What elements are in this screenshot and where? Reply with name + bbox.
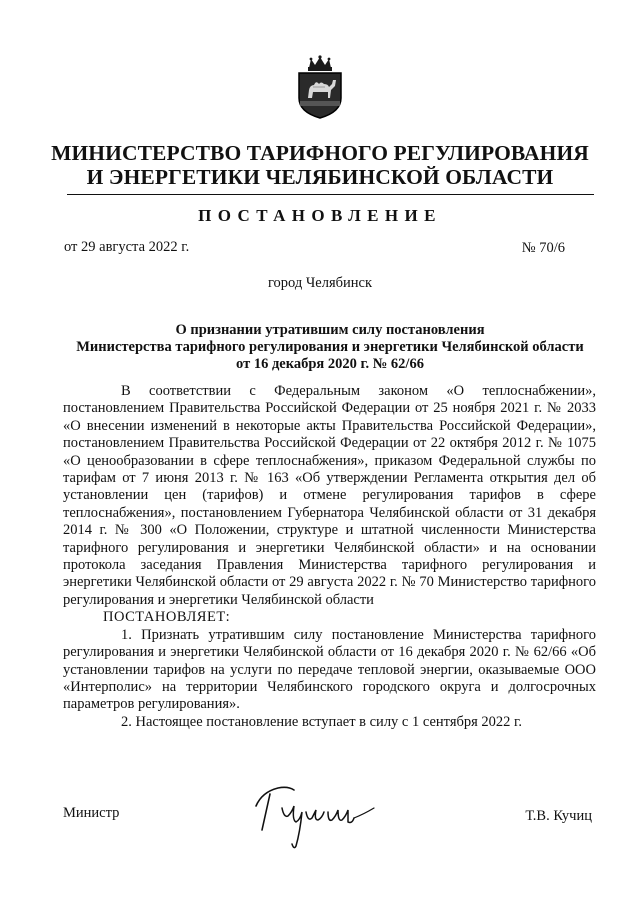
subject-line: от 16 декабря 2020 г. № 62/66 <box>236 356 424 372</box>
resolves-heading: ПОСТАНОВЛЯЕТ: <box>103 609 231 626</box>
document-type-title: ПОСТАНОВЛЕНИЕ <box>198 206 442 225</box>
handwritten-signature <box>248 772 388 852</box>
subject-line: Министерства тарифного регулирования и энергетики Челябинской области <box>76 339 584 355</box>
document-city: город Челябинск <box>267 275 373 291</box>
ministry-name-line1: МИНИСТЕРСТВО ТАРИФНОГО РЕГУЛИРОВАНИЯ <box>51 141 589 165</box>
resolution-item-1: 1. Признать утратившим силу постановление Министерства тарифного регулирования и энергетики Челябинской области от 16 декабря 2020 г. № 62/66 «Об установлении тарифов на услуги по передаче тепловой энергии, оказываемые ООО «Интерполис» на территории Челябинского городского округа и долгосрочных параметров регулирования». <box>63 626 596 713</box>
document-number: № 70/6 <box>521 240 565 256</box>
document-subject <box>60 322 600 373</box>
header-divider <box>67 194 594 195</box>
coat-of-arms-icon <box>295 54 345 120</box>
document-date: от 29 августа 2022 г. <box>64 239 190 255</box>
document-body <box>63 383 596 731</box>
signatory-name: Т.В. Кучиц <box>525 808 592 824</box>
signatory-title: Министр <box>63 805 120 821</box>
subject-line: О признании утратившим силу постановления <box>175 322 485 338</box>
resolution-item-2: 2. Настоящее постановление вступает в силу с 1 сентября 2022 г. <box>121 713 522 730</box>
ministry-name-line2: И ЭНЕРГЕТИКИ ЧЕЛЯБИНСКОЙ ОБЛАСТИ <box>86 165 554 189</box>
preamble-paragraph: В соответствии с Федеральным законом «О теплоснабжении», постановлением Правительства Российской Федерации от 25 ноября 2021 г. № 2033 «О внесении изменений в некоторые акты Правительства Российской Федерации», постановлением Правительства Российской Федерации от 22 октября 2012 г. № 1075 «О ценообразовании в сфере теплоснабжения», приказом Федеральной службы по тарифам от 7 июня 2013 г. № 163 «Об утверждении Регламента открытия дел об установлении цен (тарифов) и отмене регулирования тарифов в сфере теплоснабжения», постановлением Губернатора Челябинской области от 31 декабря 2014 г. № 300 «О Положении, структуре и штатной численности Министерства тарифного регулирования и энергетики Челябинской области» и на основании протокола заседания Правления Министерства тарифного регулирования и энергетики Челябинской области от 29 августа 2022 г. № 70 Министерство тарифного регулирования и энергетики Челябинской области <box>63 383 596 608</box>
